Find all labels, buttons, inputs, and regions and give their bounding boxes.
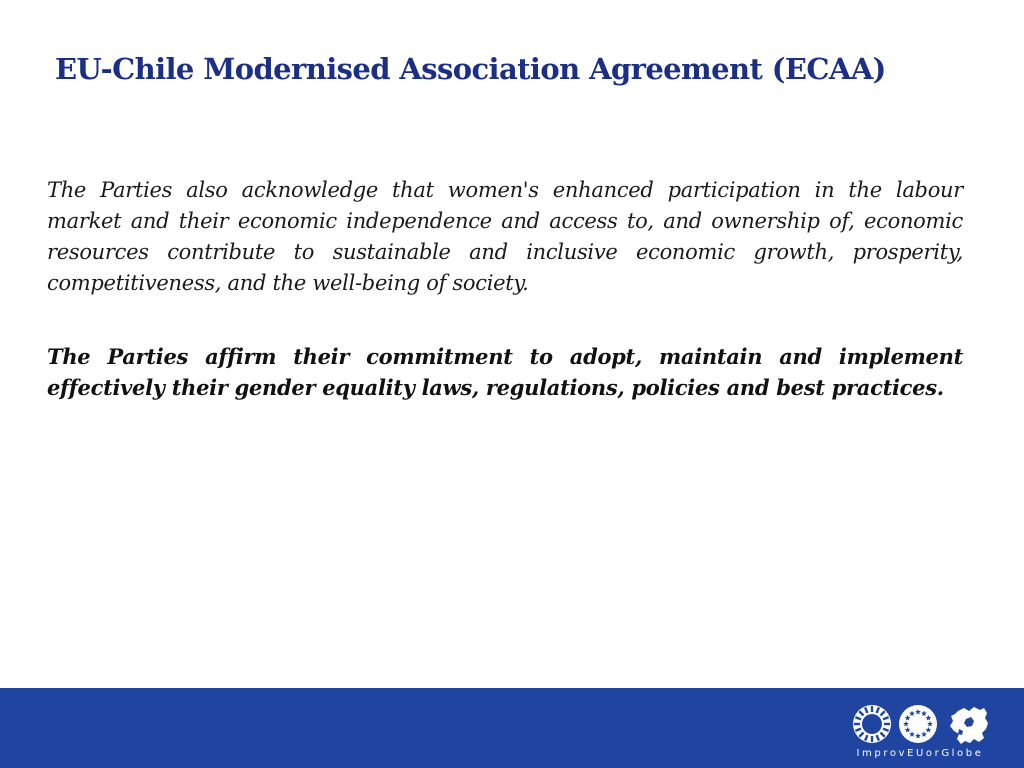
slide-title: EU-Chile Modernised Association Agreement (ECAA) [55, 52, 886, 86]
sun-ring-icon [853, 705, 891, 743]
improveuorglobe-logo [850, 702, 990, 762]
eu-stars-circle-icon [899, 705, 937, 743]
paragraph-commitment: The Parties affirm their commitment to adopt, maintain and implement effectively their gender equality laws, regulations, policies and best practices. [47, 344, 963, 400]
europe-map-icon [950, 707, 988, 744]
slide-body [47, 175, 963, 403]
paragraph-acknowledgement: The Parties also acknowledge that women's enhanced participation in the labour market and their economic independence and access to, and ownership of, economic resources contribute to sustainable and inclusive economic growth, prosperity, competitiveness, and the well-being of society. [47, 178, 963, 295]
footer-band [0, 688, 1024, 768]
logo-icons [850, 702, 990, 746]
logo-wordmark: ImprovEUorGlobe [856, 748, 984, 759]
